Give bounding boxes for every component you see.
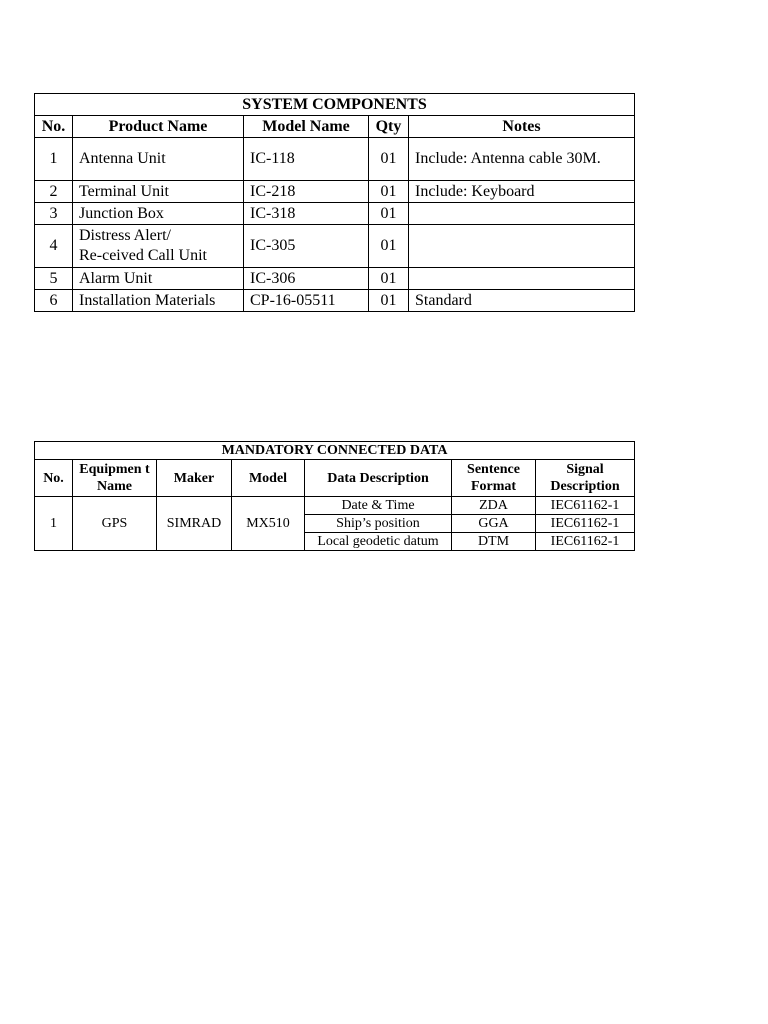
product-name-line-2: Re-ceived Call Unit [79,247,207,264]
column-header-product-name: Product Name [73,116,244,138]
cell-qty: 01 [369,225,409,268]
cell-no: 2 [35,181,73,203]
cell-maker: SIMRAD [157,497,232,551]
column-header-no: No. [35,116,73,138]
mandatory-connected-data-table [34,441,635,551]
cell-model-name: IC-306 [244,268,369,290]
cell-product-name: Junction Box [73,203,244,225]
cell-qty: 01 [369,138,409,181]
cell-data-description: Local geodetic datum [305,533,452,551]
cell-notes [409,268,635,290]
cell-qty: 01 [369,290,409,312]
header-row [35,460,635,497]
header-row [35,116,635,138]
cell-qty: 01 [369,181,409,203]
cell-sentence-format: ZDA [452,497,536,515]
cell-model-name: IC-218 [244,181,369,203]
cell-data-description: Date & Time [305,497,452,515]
table-row [35,225,635,268]
column-header-model: Model [232,460,305,497]
cell-notes: Include: Antenna cable 30M. [409,138,635,181]
cell-product-name: Installation Materials [73,290,244,312]
cell-equipment-name: GPS [73,497,157,551]
cell-model-name: IC-305 [244,225,369,268]
column-header-data-description: Data Description [305,460,452,497]
column-header-model-name: Model Name [244,116,369,138]
cell-no: 4 [35,225,73,268]
cell-model: MX510 [232,497,305,551]
cell-product-name: Alarm Unit [73,268,244,290]
column-header-qty: Qty [369,116,409,138]
cell-model-name: CP-16-05511 [244,290,369,312]
column-header-maker: Maker [157,460,232,497]
table-row [35,203,635,225]
cell-model-name: IC-318 [244,203,369,225]
cell-model-name: IC-118 [244,138,369,181]
cell-no: 1 [35,497,73,551]
column-header-notes: Notes [409,116,635,138]
table-row [35,497,635,515]
cell-notes: Standard [409,290,635,312]
system-components-table [34,93,635,312]
cell-product-name: Antenna Unit [73,138,244,181]
cell-signal-description: IEC61162-1 [536,515,635,533]
column-header-equipment-name: Equipmen t Name [73,460,157,497]
cell-no: 3 [35,203,73,225]
cell-no: 1 [35,138,73,181]
cell-signal-description: IEC61162-1 [536,533,635,551]
cell-product-name [73,225,244,268]
table-row [35,138,635,181]
cell-qty: 01 [369,203,409,225]
product-name-line-1: Distress Alert/ [79,227,171,244]
cell-notes: Include: Keyboard [409,181,635,203]
cell-product-name: Terminal Unit [73,181,244,203]
table-row [35,290,635,312]
cell-qty: 01 [369,268,409,290]
cell-notes [409,225,635,268]
cell-signal-description: IEC61162-1 [536,497,635,515]
cell-sentence-format: GGA [452,515,536,533]
table-row [35,181,635,203]
table-title: MANDATORY CONNECTED DATA [35,442,635,460]
cell-no: 6 [35,290,73,312]
cell-notes [409,203,635,225]
column-header-no: No. [35,460,73,497]
column-header-sentence-format: Sentence Format [452,460,536,497]
cell-no: 5 [35,268,73,290]
table-row [35,268,635,290]
cell-data-description: Ship’s position [305,515,452,533]
cell-sentence-format: DTM [452,533,536,551]
table-title: SYSTEM COMPONENTS [35,94,635,116]
column-header-signal-description: Signal Description [536,460,635,497]
